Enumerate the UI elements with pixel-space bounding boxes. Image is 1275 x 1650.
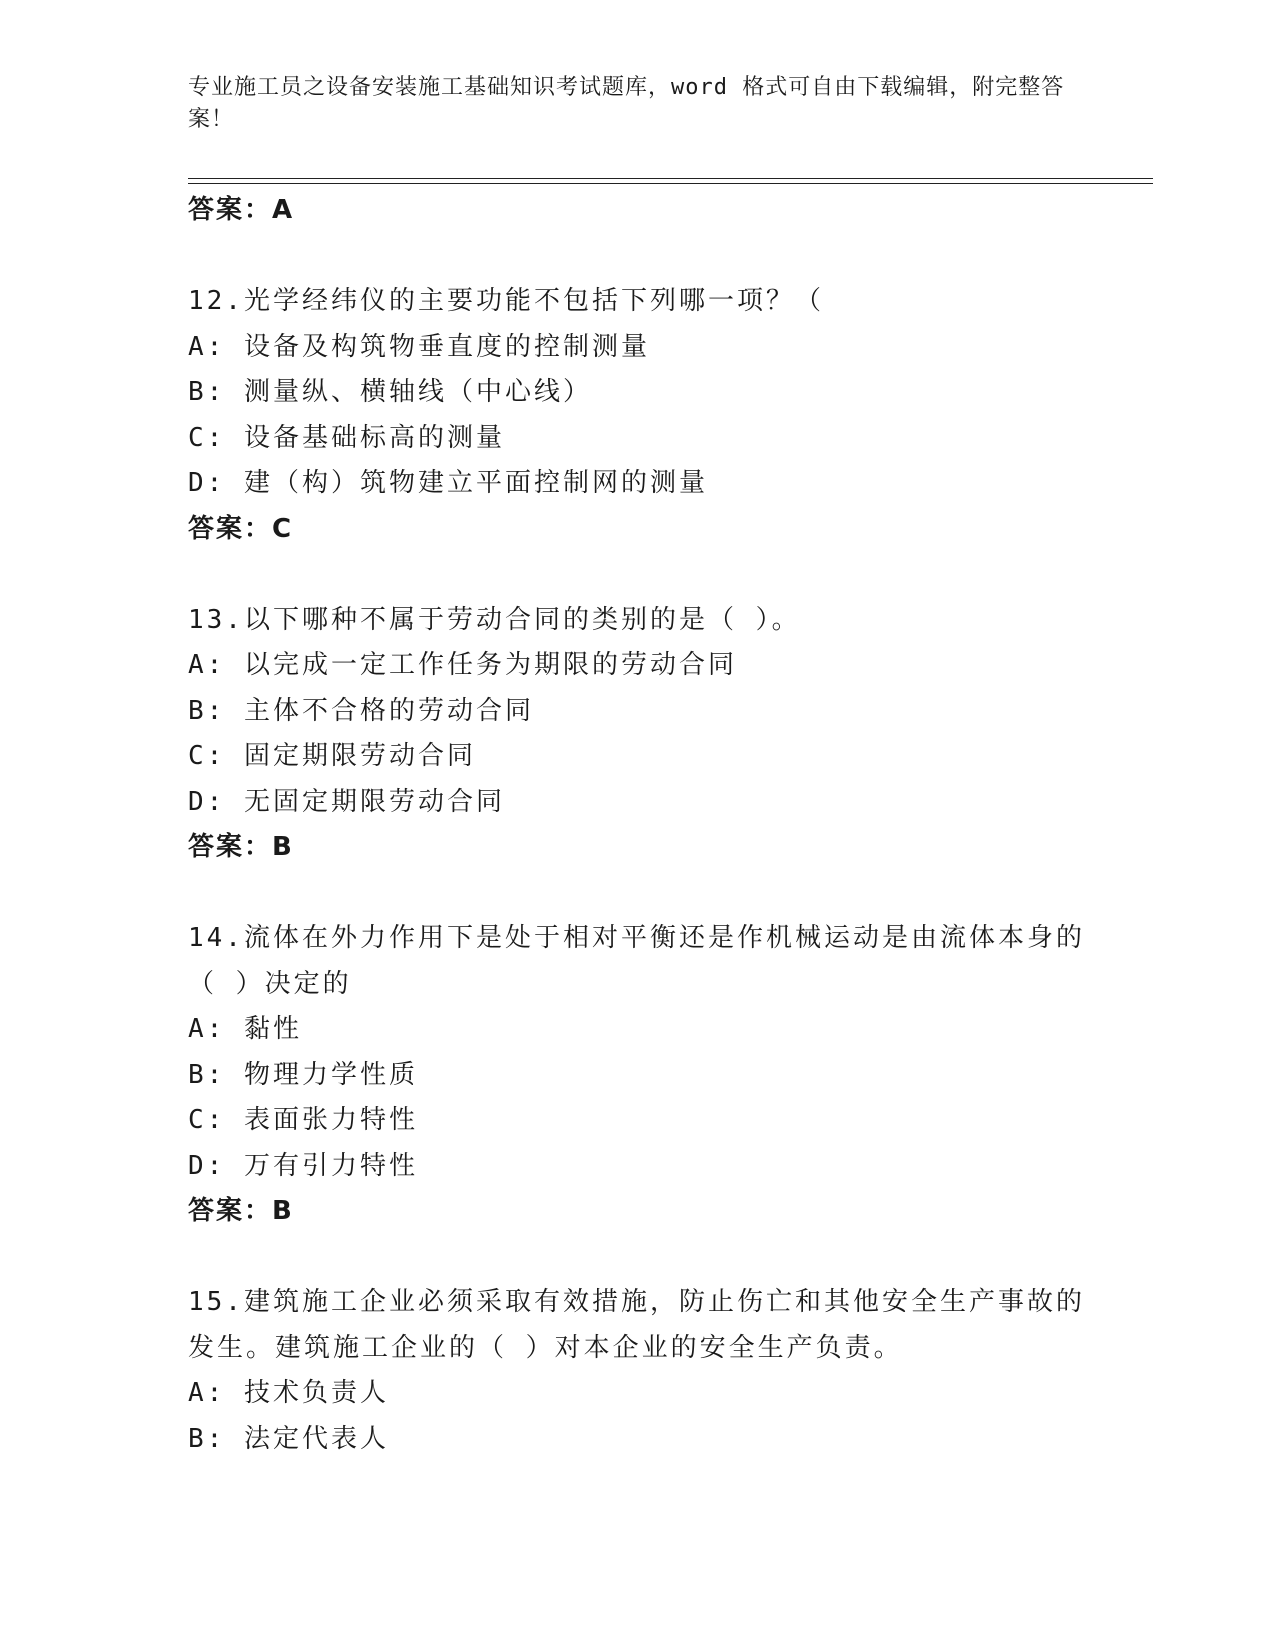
question-stem-continued: （ ）决定的 [188, 968, 352, 999]
spacer [188, 552, 1088, 598]
question-stem: 13.以下哪种不属于劳动合同的类别的是（ ）。 [188, 604, 801, 635]
question-stem: 15.建筑施工企业必须采取有效措施，防止伤亡和其他安全生产事故的 [188, 1287, 1085, 1317]
option-a: A: 以完成一定工作任务为期限的劳动合同 [188, 650, 737, 680]
spacer [188, 871, 1088, 917]
question-13 [188, 598, 1088, 871]
spacer [188, 234, 1088, 280]
question-list [188, 188, 1088, 1462]
spacer [188, 1235, 1088, 1281]
question-12 [188, 279, 1088, 552]
option-b: B: 法定代表人 [188, 1423, 389, 1454]
option-a: A: 设备及构筑物垂直度的控制测量 [188, 331, 650, 362]
option-a: A: 技术负责人 [188, 1378, 389, 1408]
page-header: 专业施工员之设备安装施工基础知识考试题库，word 格式可自由下载编辑，附完整答案！ [188, 75, 1065, 132]
answer-line: 答案：B [188, 1196, 294, 1226]
option-a: A: 黏性 [188, 1014, 302, 1044]
option-b: B: 物理力学性质 [188, 1059, 418, 1090]
option-b: B: 测量纵、横轴线（中心线） [188, 377, 592, 407]
answer-line: 答案：B [188, 832, 294, 862]
header-rule-top [188, 178, 1153, 179]
option-d: D: 无固定期限劳动合同 [188, 786, 505, 817]
question-stem-continued: 发生。建筑施工企业的（ ）对本企业的安全生产负责。 [188, 1332, 903, 1363]
option-c: C: 表面张力特性 [188, 1105, 418, 1135]
option-c: C: 固定期限劳动合同 [188, 741, 476, 771]
question-15 [188, 1280, 1088, 1462]
option-d: D: 建（构）筑物建立平面控制网的测量 [188, 468, 708, 498]
answer-line: 答案：C [188, 513, 294, 544]
question-stem: 12.光学经纬仪的主要功能不包括下列哪一项？（ [188, 286, 824, 316]
header-rule-bottom [188, 183, 1153, 184]
option-d: D: 万有引力特性 [188, 1150, 418, 1181]
question-stem: 14.流体在外力作用下是处于相对平衡还是作机械运动是由流体本身的 [188, 923, 1085, 953]
answer-line: 答案：A [188, 195, 295, 225]
question-14 [188, 916, 1088, 1235]
option-c: C: 设备基础标高的测量 [188, 422, 505, 453]
option-b: B: 主体不合格的劳动合同 [188, 695, 534, 726]
